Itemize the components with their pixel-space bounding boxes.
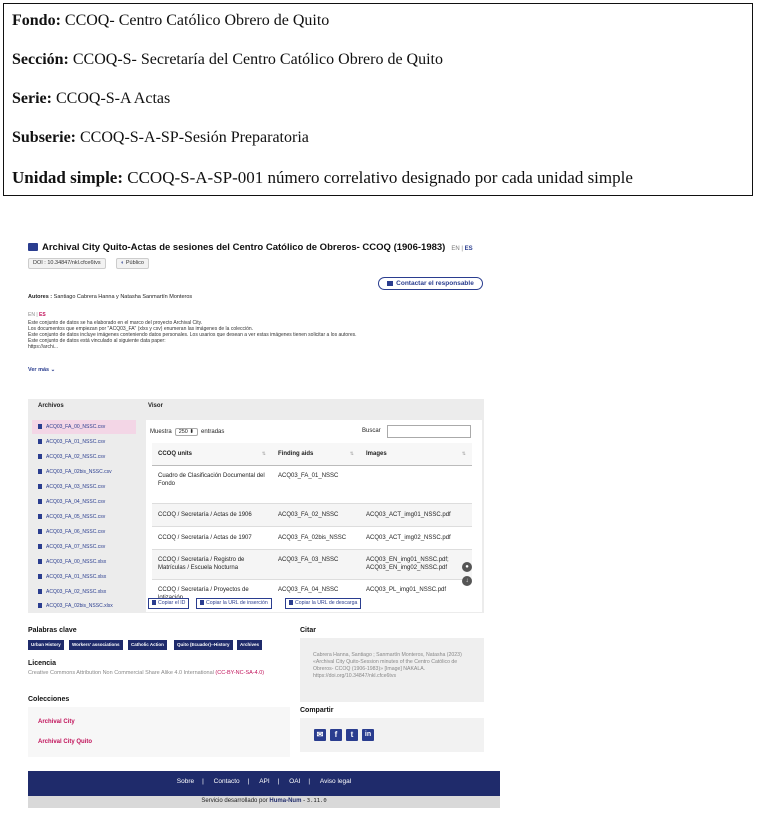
- table-row: [152, 503, 472, 526]
- meta-label: Subserie:: [12, 129, 76, 146]
- cell: CCOQ / Secretaría / Actas de 1906: [152, 503, 272, 526]
- file-item[interactable]: [32, 540, 136, 554]
- metadata-box: [3, 3, 753, 196]
- twitter-share-icon[interactable]: t: [346, 729, 358, 741]
- file-list: [32, 420, 136, 612]
- copy-insert-url-button[interactable]: [196, 598, 272, 609]
- file-item[interactable]: [32, 450, 136, 464]
- dataset-icon: [28, 243, 38, 251]
- file-name: ACQ03_FA_04_NSSC.csv: [46, 499, 106, 505]
- file-icon: [38, 454, 42, 459]
- globe-icon: ◐: [121, 260, 125, 266]
- download-icon[interactable]: ↓: [462, 576, 472, 586]
- footer-link-sobre[interactable]: Sobre: [176, 778, 195, 785]
- version: 3.11.0: [306, 798, 327, 804]
- entradas-label: entradas: [201, 429, 225, 435]
- lang-separator: |: [461, 246, 463, 252]
- file-icon: [38, 424, 42, 429]
- file-item[interactable]: [32, 420, 136, 434]
- keywords-title: Palabras clave: [28, 627, 77, 634]
- col-label: Finding aids: [278, 450, 314, 457]
- desc-line: Este conjunto de datos se ha elaborado en el marco del proyecto Archival City.: [28, 320, 203, 326]
- cite-text[interactable]: Cabrera Hanna, Santiago ; Sanmartín Monteros, Natasha (2023) «Archival City Quito-Session minutes of the Centro Católico de Obreros- CCOQ (1906-1983)» [Image] NAKALA. https://doi.org/10.34847/nkl.cfce6tvs: [313, 652, 462, 679]
- file-item[interactable]: [32, 495, 136, 509]
- file-name: ACQ03_FA_07_NSSC.csv: [46, 544, 106, 550]
- entries-select[interactable]: 250 ⬍: [175, 428, 198, 436]
- file-icon: [38, 439, 42, 444]
- page-title: [28, 242, 473, 253]
- file-icon: [38, 589, 42, 594]
- collections-box: [28, 707, 290, 757]
- keyword-tag[interactable]: Workers' associations: [69, 640, 123, 650]
- ver-mas-label: Ver más: [28, 367, 50, 373]
- cell[interactable]: [360, 465, 472, 503]
- file-name: ACQ03_FA_00_NSSC.xlsx: [46, 559, 107, 565]
- contact-button[interactable]: [378, 277, 483, 290]
- file-item[interactable]: [32, 435, 136, 449]
- mail-icon: [387, 281, 393, 286]
- col-label: CCOQ units: [158, 450, 192, 457]
- desc-lang-es[interactable]: ES: [39, 312, 46, 318]
- lang-es-link[interactable]: ES: [464, 246, 473, 252]
- meta-label: Unidad simple:: [12, 168, 123, 187]
- file-icon: [38, 559, 42, 564]
- meta-value: CCOQ- Centro Católico Obrero de Quito: [64, 12, 330, 29]
- file-item[interactable]: [32, 525, 136, 539]
- desc-line: Este conjunto de datos está vinculado al siguiente data paper:: [28, 338, 166, 344]
- desc-line: https://archi...: [28, 344, 59, 350]
- collection-link[interactable]: Archival City: [38, 719, 75, 725]
- served-prefix: Servicio desarrollado por: [201, 798, 268, 804]
- cell: CCOQ / Secretaría / Registro de Matrículas / Escuela Nocturna: [152, 549, 272, 579]
- keyword-tag[interactable]: Catholic Action: [128, 640, 167, 650]
- meta-label: Sección:: [12, 51, 69, 68]
- facebook-share-icon[interactable]: f: [330, 729, 342, 741]
- file-item[interactable]: [32, 555, 136, 569]
- table-row: [152, 549, 472, 579]
- file-item[interactable]: [32, 510, 136, 524]
- meta-label: Serie:: [12, 90, 52, 107]
- copy-download-url-button[interactable]: [285, 598, 361, 609]
- cell: Cuadro de Clasificación Documental del Fondo: [152, 465, 272, 503]
- footer-link-contacto[interactable]: Contacto: [213, 778, 240, 785]
- file-name: ACQ03_FA_02bis_NSSC.xlsx: [46, 603, 113, 609]
- cell[interactable]: ACQ03_PL_img01_NSSC.pdf: [360, 579, 472, 605]
- keyword-tag[interactable]: Urban History: [28, 640, 64, 650]
- license-code-link[interactable]: (CC-BY-NC-SA-4.0): [215, 670, 265, 676]
- meta-row-serie: [12, 90, 170, 108]
- cell[interactable]: ACQ03_FA_02_NSSC: [272, 503, 360, 526]
- visor-header: Visor: [148, 403, 163, 409]
- file-icon: [38, 574, 42, 579]
- copy-id-label: Copiar el ID: [158, 600, 186, 606]
- title-text: Archival City Quito-Actas de sesiones del Centro Católico de Obreros- CCOQ (1906-1983): [42, 242, 446, 253]
- authors-label: Autores :: [28, 294, 53, 300]
- cell[interactable]: ACQ03_FA_02bis_NSSC: [272, 526, 360, 549]
- entries-value: 250: [178, 429, 188, 435]
- visibility-label: Público: [125, 260, 144, 266]
- file-icon: [38, 514, 42, 519]
- sort-icon: ⇅: [261, 450, 266, 457]
- file-item[interactable]: [32, 599, 136, 613]
- file-name: ACQ03_FA_06_NSSC.csv: [46, 529, 106, 535]
- share-title: Compartir: [300, 707, 334, 714]
- file-name: ACQ03_FA_05_NSSC.csv: [46, 514, 106, 520]
- file-name: ACQ03_FA_00_NSSC.csv: [46, 424, 106, 430]
- collections-title: Colecciones: [28, 696, 70, 703]
- table-row: [152, 465, 472, 503]
- file-icon: [38, 529, 42, 534]
- meta-value: CCOQ-S- Secretaría del Centro Católico Obrero de Quito: [72, 51, 443, 68]
- file-icon: [38, 469, 42, 474]
- sort-icon: ⇅: [349, 450, 354, 457]
- file-icon: [38, 544, 42, 549]
- copy-id-button[interactable]: [148, 598, 189, 609]
- meta-row-unidad: [12, 168, 633, 188]
- authors-value: Santiago Cabrera Hanna y Natasha Sanmartín Monteros: [53, 294, 193, 300]
- footer-links: Sobre | Contacto | API | OAI | Aviso legal: [176, 778, 352, 785]
- cell[interactable]: ACQ03_ACT_img01_NSSC.pdf: [360, 503, 472, 526]
- file-name: ACQ03_FA_03_NSSC.csv: [46, 484, 106, 490]
- search-input[interactable]: [387, 425, 471, 438]
- description-lang-switch: EN | ES: [28, 312, 46, 318]
- file-name: ACQ03_FA_02bis_NSSC.csv: [46, 469, 112, 475]
- file-item[interactable]: [32, 585, 136, 599]
- table-row: [152, 526, 472, 549]
- files-header: Archivos: [38, 403, 64, 409]
- visibility-badge: [116, 258, 149, 269]
- keyword-tag[interactable]: Quito (Ecuador)--History: [174, 640, 233, 650]
- meta-value: CCOQ-S-A-SP-Sesión Preparatoria: [80, 129, 309, 146]
- search-label: Buscar: [362, 428, 381, 434]
- email-share-icon[interactable]: ✉: [314, 729, 326, 741]
- table-header-row: [152, 443, 472, 465]
- copy-insert-label: Copiar la URL de inserción: [206, 600, 268, 606]
- doi-badge[interactable]: DOI : 10.34847/nkl.cfce6tvs: [28, 258, 106, 269]
- col-header[interactable]: [360, 443, 472, 465]
- footer-link-aviso-legal[interactable]: Aviso legal: [319, 778, 352, 785]
- file-item[interactable]: [32, 570, 136, 584]
- meta-row-seccion: [12, 51, 443, 69]
- license-name: Creative Commons Attribution Non Commercial Share Alike 4.0 International: [28, 670, 214, 676]
- col-header[interactable]: [152, 443, 272, 465]
- file-name: ACQ03_FA_01_NSSC.xlsx: [46, 574, 107, 580]
- footer-credits: Servicio desarrollado por Huma-Num - 3.11.0: [201, 798, 327, 804]
- file-name: ACQ03_FA_02_NSSC.xlsx: [46, 589, 107, 595]
- cell[interactable]: ACQ03_ACT_img02_NSSC.pdf: [360, 526, 472, 549]
- file-item[interactable]: [32, 465, 136, 479]
- desc-lang-en[interactable]: EN: [28, 312, 35, 318]
- copy-download-label: Copiar la URL de descarga: [295, 600, 358, 606]
- file-icon: [38, 603, 42, 608]
- meta-row-fondo: [12, 12, 329, 30]
- description: [28, 320, 498, 350]
- file-name: ACQ03_FA_02_NSSC.csv: [46, 454, 106, 460]
- license-title: Licencia: [28, 660, 57, 667]
- desc-line: Los documentos que empiezan por "ACQ03_FA" (xlxs y csv) enumeran las imágenes de la colección.: [28, 326, 254, 332]
- col-label: Images: [366, 450, 387, 457]
- cell: CCOQ / Secretaría / Actas de 1907: [152, 526, 272, 549]
- huma-num-link[interactable]: Huma-Num: [269, 798, 302, 804]
- copy-icon: [289, 600, 293, 605]
- footer-link-oai[interactable]: OAI: [289, 778, 301, 785]
- cell[interactable]: ACQ03_FA_03_NSSC: [272, 549, 360, 579]
- meta-value: CCOQ-S-A-SP-001 número correlativo designado por cada unidad simple: [127, 168, 633, 187]
- meta-value: CCOQ-S-A Actas: [55, 90, 171, 107]
- cite-title: Citar: [300, 627, 316, 634]
- entries-control: [150, 428, 224, 436]
- keyword-tag[interactable]: Archives: [237, 640, 262, 650]
- cell[interactable]: ACQ03_FA_04_NSSC: [272, 579, 360, 605]
- license-text: [28, 670, 293, 677]
- col-header[interactable]: [272, 443, 360, 465]
- eye-icon[interactable]: ●: [462, 562, 472, 572]
- desc-line: Este conjunto de datos incluye imágenes conteniendo datos personales. Los usarios que desean a ver estas imágenes tienen solicitar a los autores.: [28, 332, 357, 338]
- file-icon: [38, 499, 42, 504]
- contact-label: Contactar el responsable: [396, 280, 474, 287]
- authors: [28, 294, 192, 300]
- meta-label: Fondo:: [12, 12, 61, 29]
- chevron-down-icon: ⌄: [50, 367, 56, 373]
- units-table: [152, 443, 472, 605]
- copy-icon: [200, 600, 204, 605]
- cell[interactable]: ACQ03_FA_01_NSSC: [272, 465, 360, 503]
- meta-row-subserie: [12, 129, 309, 147]
- collection-link[interactable]: Archival City Quito: [38, 739, 93, 745]
- file-icon: [38, 484, 42, 489]
- ver-mas-link[interactable]: [28, 367, 55, 373]
- footer-link-api[interactable]: API: [259, 778, 270, 785]
- file-item[interactable]: [32, 480, 136, 494]
- file-name: ACQ03_FA_01_NSSC.csv: [46, 439, 106, 445]
- sort-icon: ⇅: [461, 450, 466, 457]
- copy-icon: [152, 600, 156, 605]
- linkedin-share-icon[interactable]: in: [362, 729, 374, 741]
- cell: CCOQ / Secretaría / Proyectos de: [152, 579, 272, 605]
- muestra-label: Muestra: [150, 429, 172, 435]
- share-box: [300, 718, 484, 752]
- title-lang-switch: [451, 246, 472, 252]
- lang-en-link[interactable]: EN: [451, 246, 460, 252]
- cell[interactable]: ACQ03_EN_img01_NSSC.pdf; ACQ03_EN_img02_NSSC.pdf: [360, 549, 472, 579]
